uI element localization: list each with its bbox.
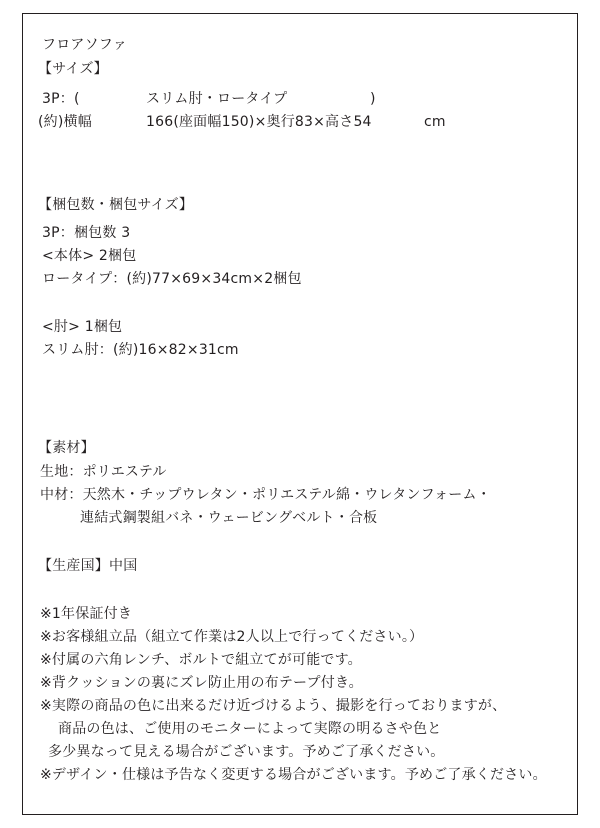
size-dimension-value: 166(座面幅150)×奥行83×高さ54 bbox=[146, 114, 372, 130]
packing-count: 3P：梱包数 3 bbox=[42, 225, 131, 241]
note-line: ※1年保証付き bbox=[40, 606, 133, 622]
packing-heading: 【梱包数・梱包サイズ】 bbox=[38, 197, 194, 213]
packing-arm-size: スリム肘：(約)16×82×31cm bbox=[42, 342, 239, 358]
size-model-type: スリム肘・ロータイプ bbox=[146, 91, 288, 107]
size-model-suffix: ) bbox=[370, 91, 376, 107]
note-line: ※背クッションの裏にズレ防止用の布テープ付き。 bbox=[40, 675, 363, 691]
note-line: ※お客様組立品（組立て作業は2人以上で行ってください。） bbox=[40, 629, 424, 645]
product-name: フロアソファ bbox=[42, 37, 127, 53]
note-line: ※デザイン・仕様は予告なく変更する場合がございます。予めご了承ください。 bbox=[40, 767, 547, 783]
packing-body-size: ロータイプ：(約)77×69×34cm×2梱包 bbox=[42, 271, 302, 287]
note-line: ※実際の商品の色に出来るだけ近づけるよう、撮影を行っておりますが、 bbox=[40, 698, 507, 714]
spec-sheet-frame bbox=[22, 13, 578, 815]
material-fabric: 生地：ポリエステル bbox=[40, 464, 167, 480]
size-model-prefix: 3P：( bbox=[42, 91, 80, 107]
packing-body-label: <本体> 2梱包 bbox=[42, 248, 137, 264]
size-dimension-unit: cm bbox=[424, 114, 446, 130]
size-heading: 【サイズ】 bbox=[38, 61, 108, 77]
material-filling-line1: 中材：天然木・チップウレタン・ポリエステル綿・ウレタンフォーム・ bbox=[40, 487, 491, 503]
material-heading: 【素材】 bbox=[38, 440, 95, 456]
note-line: 多少異なって見える場合がございます。予めご了承ください。 bbox=[48, 744, 445, 760]
note-line: ※付属の六角レンチ、ボルトで組立てが可能です。 bbox=[40, 652, 362, 668]
material-filling-line2: 連結式鋼製組バネ・ウェービングベルト・合板 bbox=[80, 510, 378, 526]
packing-arm-label: <肘> 1梱包 bbox=[42, 319, 123, 335]
size-dimension-label: (約)横幅 bbox=[38, 114, 92, 130]
origin-line: 【生産国】中国 bbox=[38, 558, 138, 574]
note-line: 商品の色は、ご使用のモニターによって実際の明るさや色と bbox=[58, 721, 442, 737]
